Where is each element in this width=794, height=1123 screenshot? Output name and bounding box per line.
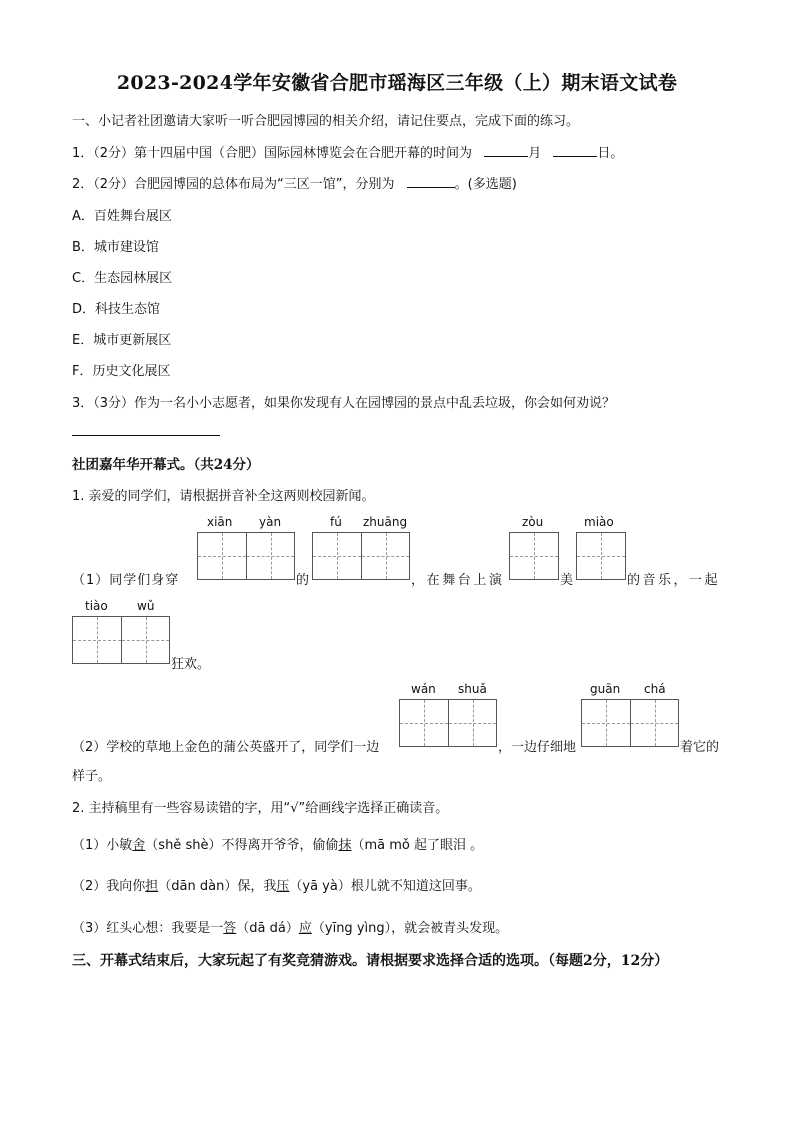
reading-3-word-2: 应 bbox=[298, 921, 312, 936]
reading-item-3 bbox=[72, 917, 508, 936]
tianzige-tiaowu[interactable] bbox=[72, 616, 170, 664]
reading-2-text-b[interactable]: （dān dàn）保，我 bbox=[158, 879, 277, 894]
month-label: 月 bbox=[528, 146, 542, 161]
tianzige-zou[interactable] bbox=[509, 532, 559, 580]
option-a[interactable]: A．百姓舞台展区 bbox=[72, 209, 172, 224]
section2-q1-intro: 1. 亲爱的同学们，请根据拼音补全这两则校园新闻。 bbox=[72, 489, 375, 504]
sentence1-part-f: 狂欢。 bbox=[171, 657, 211, 672]
question-2-text: 2．（2分）合肥园博园的总体布局为“三区一馆”，分别为 bbox=[72, 177, 395, 192]
answer-blank-month[interactable] bbox=[484, 144, 528, 157]
reading-1-text-b[interactable]: （shě shè）不得离开爷爷，偷偷 bbox=[145, 838, 339, 853]
pinyin-wan: wán bbox=[411, 682, 436, 696]
day-label: 日。 bbox=[597, 146, 624, 161]
section2-heading: 社团嘉年华开幕式。（共24分） bbox=[72, 457, 260, 473]
answer-blank-day[interactable] bbox=[553, 144, 597, 157]
pinyin-cha: chá bbox=[644, 682, 666, 696]
reading-1-word-2: 抹 bbox=[338, 838, 352, 853]
section3-heading: 三、开幕式结束后，大家玩起了有奖竞猜游戏。请根据要求选择合适的选项。（每题2分，12分） bbox=[72, 953, 669, 969]
reading-3-text-a: （3）红头心想：我要是一 bbox=[72, 921, 224, 936]
option-f[interactable]: F．历史文化展区 bbox=[72, 364, 171, 379]
pinyin-zhuang: zhuāng bbox=[363, 515, 408, 529]
reading-1-text-a: （1）小敏 bbox=[72, 838, 133, 853]
sentence1-part-d: 美 bbox=[560, 573, 574, 588]
pinyin-yan: yàn bbox=[259, 515, 282, 529]
reading-2-text-c[interactable]: （yā yà）根儿就不知道这回事。 bbox=[289, 879, 481, 894]
sentence1-part-b: 的 bbox=[296, 573, 310, 588]
pinyin-wu: wǔ bbox=[137, 599, 155, 613]
tianzige-miao[interactable] bbox=[576, 532, 626, 580]
question-2 bbox=[72, 173, 517, 192]
question-1-text: 1．（2分）第十四届中国（合肥）国际园林博览会在合肥开幕的时间为 bbox=[72, 146, 473, 161]
reading-3-text-c[interactable]: （yīng yìng），就会被青头发现。 bbox=[311, 921, 509, 936]
reading-1-word: 舍 bbox=[132, 838, 146, 853]
tianzige-xianyan[interactable] bbox=[197, 532, 295, 580]
section2-q2-intro: 2. 主持稿里有一些容易读错的字，用“√”给画线字选择正确读音。 bbox=[72, 801, 449, 816]
pinyin-shua: shuǎ bbox=[458, 682, 487, 696]
sentence2-part-c: 着它的 bbox=[680, 740, 720, 755]
question-3: 3．（3分）作为一名小小志愿者，如果你发现有人在园博园的景点中乱丢垃圾，你会如何劝说？ bbox=[72, 396, 616, 411]
tianzige-guancha[interactable] bbox=[581, 699, 679, 747]
sentence1-part-e: 的音乐，一起 bbox=[627, 573, 721, 588]
reading-item-2 bbox=[72, 875, 481, 894]
pinyin-miao: miào bbox=[584, 515, 614, 529]
sentence2-part-a: （2）学校的草地上金色的蒲公英盛开了，同学们一边 bbox=[72, 740, 380, 755]
option-c[interactable]: C．生态园林展区 bbox=[72, 271, 173, 286]
tianzige-wanshua[interactable] bbox=[399, 699, 497, 747]
pinyin-zou: zòu bbox=[522, 515, 544, 529]
page-title: 2023-2024学年安徽省合肥市瑶海区三年级（上）期末语文试卷 bbox=[116, 72, 678, 94]
pinyin-tiao: tiào bbox=[85, 599, 108, 613]
question-2-suffix: 。(多选题) bbox=[454, 177, 517, 192]
sentence1-part-c: ，在舞台上演 bbox=[411, 573, 505, 588]
sentence2-part-d: 样子。 bbox=[72, 769, 112, 784]
answer-blank-q2[interactable] bbox=[407, 175, 455, 188]
answer-line-q3[interactable] bbox=[72, 435, 220, 436]
reading-1-text-c[interactable]: （mā mǒ 起了眼泪 。 bbox=[351, 838, 484, 853]
option-d[interactable]: D．科技生态馆 bbox=[72, 302, 161, 317]
option-b[interactable]: B．城市建设馆 bbox=[72, 240, 159, 255]
sentence2-part-b: ，一边仔细地 bbox=[498, 740, 577, 755]
reading-3-word: 答 bbox=[223, 921, 237, 936]
sentence1-part-a: （1）同学们身穿 bbox=[72, 573, 180, 588]
reading-2-word: 担 bbox=[145, 879, 159, 894]
reading-3-text-b[interactable]: （dā dá） bbox=[236, 921, 299, 936]
reading-2-word-2: 压 bbox=[276, 879, 290, 894]
pinyin-fu: fú bbox=[330, 515, 342, 529]
tianzige-fuzhuang[interactable] bbox=[312, 532, 410, 580]
option-e[interactable]: E．城市更新展区 bbox=[72, 333, 172, 348]
reading-2-text-a: （2）我向你 bbox=[72, 879, 146, 894]
pinyin-guan: guān bbox=[590, 682, 621, 696]
question-1 bbox=[72, 142, 623, 161]
pinyin-xian: xiān bbox=[207, 515, 233, 529]
reading-item-1 bbox=[72, 834, 483, 853]
section1-intro: 一、小记者社团邀请大家听一听合肥园博园的相关介绍，请记住要点，完成下面的练习。 bbox=[72, 114, 580, 129]
